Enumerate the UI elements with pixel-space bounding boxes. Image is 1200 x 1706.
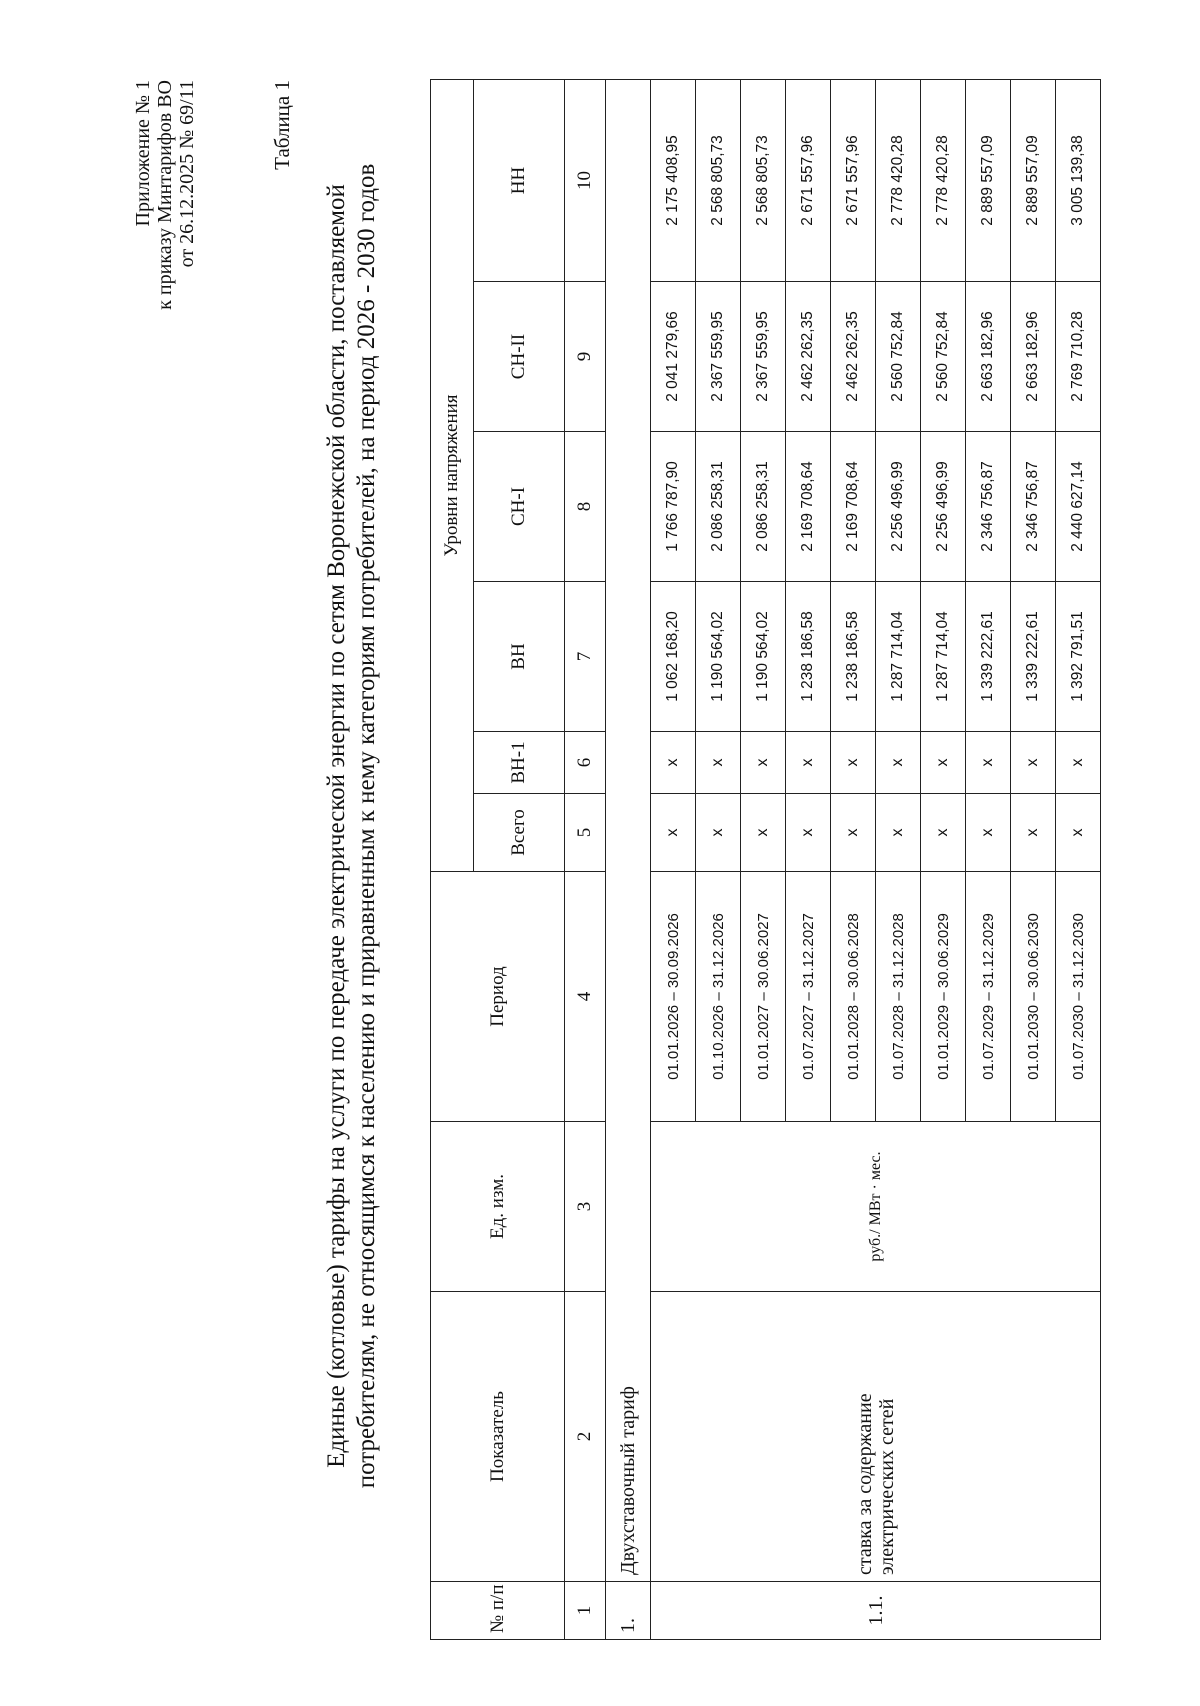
period-cell: 01.10.2026 – 31.12.2026 bbox=[696, 872, 741, 1122]
period-cell: 01.01.2026 – 30.09.2026 bbox=[651, 872, 696, 1122]
vn-value-cell: 1 238 186,58 bbox=[786, 582, 831, 732]
sn1-value-cell: 2 256 496,99 bbox=[921, 432, 966, 582]
header-num: № п/п bbox=[431, 1582, 565, 1640]
header-vn: ВН bbox=[474, 582, 565, 732]
nn-value-cell: 2 889 557,09 bbox=[1011, 79, 1056, 281]
header-vn1: ВН-1 bbox=[474, 732, 565, 794]
header-nn: НН bbox=[474, 79, 565, 281]
period-cell: 01.01.2027 – 30.06.2027 bbox=[741, 872, 786, 1122]
nn-value-cell: 2 671 557,96 bbox=[831, 79, 876, 281]
title-line-1: Единые (котловые) тарифы на услуги по передаче электрической энергии по сетям Воронежской области, поставляемой bbox=[323, 184, 350, 1468]
column-number: 9 bbox=[565, 282, 606, 432]
vn1-cell: х bbox=[876, 732, 921, 794]
period-cell: 01.07.2029 – 31.12.2029 bbox=[966, 872, 1011, 1122]
tariff-table bbox=[430, 79, 1101, 1640]
vn-value-cell: 1 339 222,61 bbox=[1011, 582, 1056, 732]
total-cell: х bbox=[921, 794, 966, 872]
header-row-1 bbox=[431, 79, 474, 1639]
sn1-value-cell: 2 256 496,99 bbox=[876, 432, 921, 582]
column-number: 8 bbox=[565, 432, 606, 582]
sn1-value-cell: 2 169 708,64 bbox=[786, 432, 831, 582]
nn-value-cell: 3 005 139,38 bbox=[1056, 79, 1101, 281]
vn1-cell: х bbox=[741, 732, 786, 794]
column-number: 4 bbox=[565, 872, 606, 1122]
nn-value-cell: 2 175 408,95 bbox=[651, 79, 696, 281]
vn-value-cell: 1 287 714,04 bbox=[876, 582, 921, 732]
vn1-cell: х bbox=[651, 732, 696, 794]
appendix-line-2: к приказу Минтарифов ВО bbox=[154, 80, 176, 310]
sn1-value-cell: 2 440 627,14 bbox=[1056, 432, 1101, 582]
vn1-cell: х bbox=[1011, 732, 1056, 794]
column-number: 1 bbox=[565, 1582, 606, 1640]
section-label: Двухставочный тариф bbox=[606, 79, 651, 1581]
nn-value-cell: 2 778 420,28 bbox=[921, 79, 966, 281]
appendix-reference bbox=[132, 80, 198, 310]
sn2-value-cell: 2 462 262,35 bbox=[831, 282, 876, 432]
vn1-cell: х bbox=[921, 732, 966, 794]
header-indicator: Показатель bbox=[431, 1292, 565, 1582]
column-number-row bbox=[565, 79, 606, 1639]
section-row bbox=[606, 79, 651, 1639]
sn1-value-cell: 2 086 258,31 bbox=[741, 432, 786, 582]
sn2-value-cell: 2 769 710,28 bbox=[1056, 282, 1101, 432]
total-cell: х bbox=[876, 794, 921, 872]
vn-value-cell: 1 339 222,61 bbox=[966, 582, 1011, 732]
subsection-label: ставка за содержание электрических сетей bbox=[651, 1292, 1101, 1582]
table-label: Таблица 1 bbox=[270, 80, 294, 170]
section-num: 1. bbox=[606, 1582, 651, 1640]
appendix-line-1: Приложение № 1 bbox=[132, 80, 154, 227]
header-sn1: СН-I bbox=[474, 432, 565, 582]
total-cell: х bbox=[741, 794, 786, 872]
total-cell: х bbox=[966, 794, 1011, 872]
header-total: Всего bbox=[474, 794, 565, 872]
vn-value-cell: 1 287 714,04 bbox=[921, 582, 966, 732]
sn1-value-cell: 2 086 258,31 bbox=[696, 432, 741, 582]
column-number: 10 bbox=[565, 79, 606, 281]
table-row bbox=[651, 79, 696, 1639]
sn1-value-cell: 2 169 708,64 bbox=[831, 432, 876, 582]
vn-value-cell: 1 392 791,51 bbox=[1056, 582, 1101, 732]
vn-value-cell: 1 190 564,02 bbox=[696, 582, 741, 732]
header-sn2: СН-II bbox=[474, 282, 565, 432]
vn1-cell: х bbox=[696, 732, 741, 794]
sn2-value-cell: 2 663 182,96 bbox=[966, 282, 1011, 432]
total-cell: х bbox=[1011, 794, 1056, 872]
column-number: 6 bbox=[565, 732, 606, 794]
document-title bbox=[322, 116, 382, 1536]
vn1-cell: х bbox=[966, 732, 1011, 794]
column-number: 3 bbox=[565, 1122, 606, 1292]
total-cell: х bbox=[696, 794, 741, 872]
period-cell: 01.01.2028 – 30.06.2028 bbox=[831, 872, 876, 1122]
sn1-value-cell: 2 346 756,87 bbox=[1011, 432, 1056, 582]
header-period: Период bbox=[431, 872, 565, 1122]
sn2-value-cell: 2 041 279,66 bbox=[651, 282, 696, 432]
appendix-line-3: от 26.12.2025 № 69/11 bbox=[176, 80, 198, 268]
column-number: 7 bbox=[565, 582, 606, 732]
vn1-cell: х bbox=[786, 732, 831, 794]
sn2-value-cell: 2 560 752,84 bbox=[921, 282, 966, 432]
sn1-value-cell: 1 766 787,90 bbox=[651, 432, 696, 582]
sn2-value-cell: 2 367 559,95 bbox=[696, 282, 741, 432]
header-unit: Ед. изм. bbox=[431, 1122, 565, 1292]
sn1-value-cell: 2 346 756,87 bbox=[966, 432, 1011, 582]
vn-value-cell: 1 190 564,02 bbox=[741, 582, 786, 732]
period-cell: 01.01.2030 – 30.06.2030 bbox=[1011, 872, 1056, 1122]
nn-value-cell: 2 568 805,73 bbox=[741, 79, 786, 281]
nn-value-cell: 2 568 805,73 bbox=[696, 79, 741, 281]
total-cell: х bbox=[651, 794, 696, 872]
column-number: 2 bbox=[565, 1292, 606, 1582]
subsection-unit: руб./ МВт · мес. bbox=[651, 1122, 1101, 1292]
title-line-2: потребителям, не относящимся к населению и приравненным к нему категориям потребителей, на период 2026 - 2030 годов bbox=[353, 163, 380, 1489]
sn2-value-cell: 2 560 752,84 bbox=[876, 282, 921, 432]
vn-value-cell: 1 238 186,58 bbox=[831, 582, 876, 732]
column-number: 5 bbox=[565, 794, 606, 872]
sn2-value-cell: 2 462 262,35 bbox=[786, 282, 831, 432]
nn-value-cell: 2 671 557,96 bbox=[786, 79, 831, 281]
period-cell: 01.07.2028 – 31.12.2028 bbox=[876, 872, 921, 1122]
sn2-value-cell: 2 367 559,95 bbox=[741, 282, 786, 432]
header-voltage-levels: Уровни напряжения bbox=[431, 79, 474, 871]
nn-value-cell: 2 778 420,28 bbox=[876, 79, 921, 281]
total-cell: х bbox=[786, 794, 831, 872]
vn1-cell: х bbox=[831, 732, 876, 794]
vn-value-cell: 1 062 168,20 bbox=[651, 582, 696, 732]
sn2-value-cell: 2 663 182,96 bbox=[1011, 282, 1056, 432]
nn-value-cell: 2 889 557,09 bbox=[966, 79, 1011, 281]
period-cell: 01.01.2029 – 30.06.2029 bbox=[921, 872, 966, 1122]
total-cell: х bbox=[831, 794, 876, 872]
subsection-num: 1.1. bbox=[651, 1582, 1101, 1640]
total-cell: х bbox=[1056, 794, 1101, 872]
vn1-cell: х bbox=[1056, 732, 1101, 794]
period-cell: 01.07.2027 – 31.12.2027 bbox=[786, 872, 831, 1122]
period-cell: 01.07.2030 – 31.12.2030 bbox=[1056, 872, 1101, 1122]
